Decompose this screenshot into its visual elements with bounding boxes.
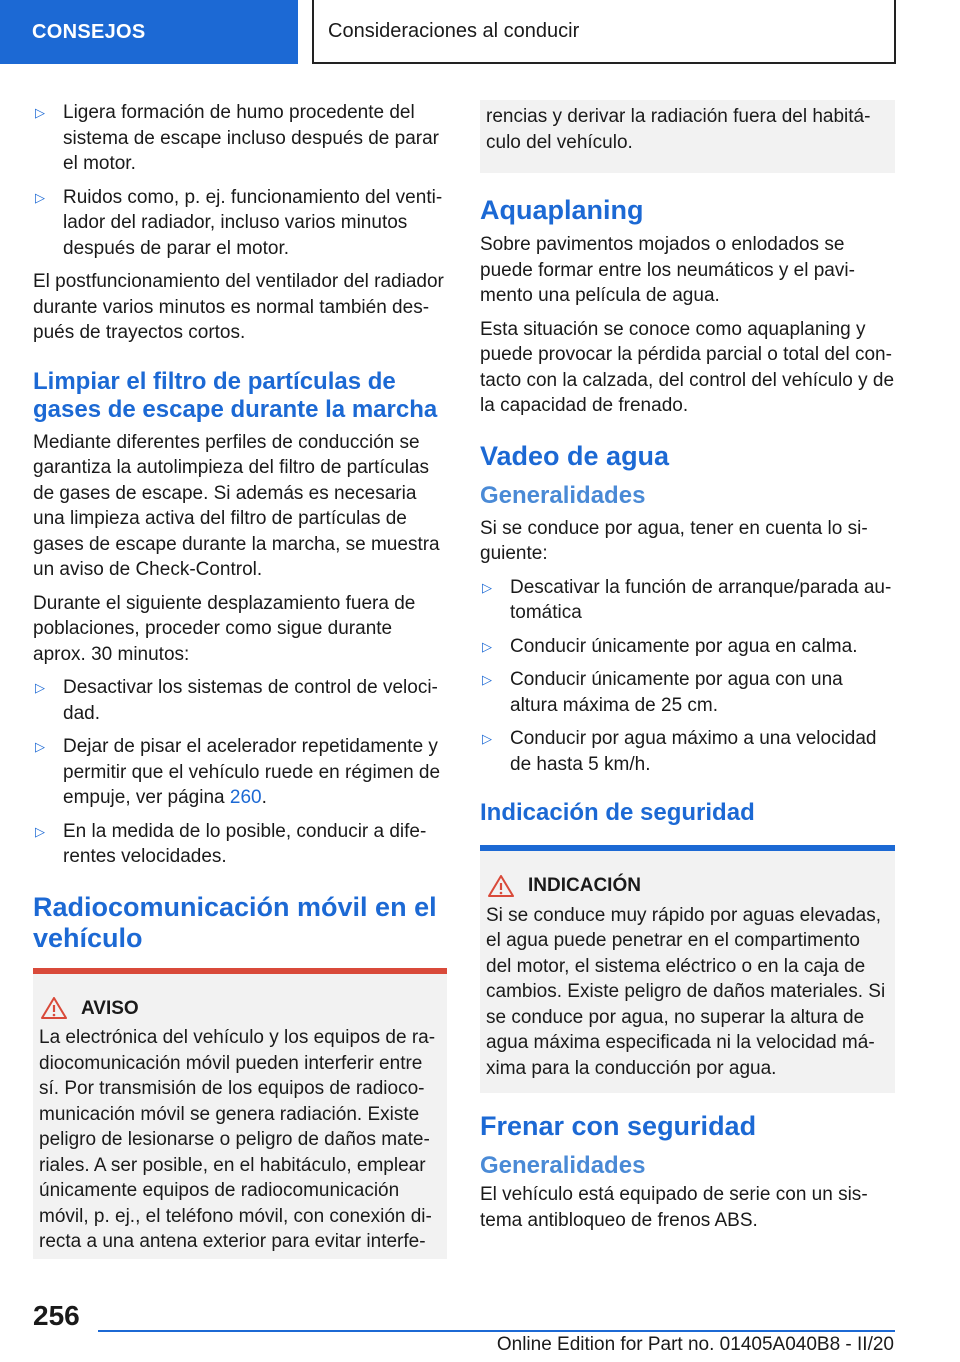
triangle-bullet-icon: ▷ (35, 189, 45, 205)
paragraph: Durante el siguiente desplazamiento fuera de poblaciones, proceder como sigue durante aprox. 30 minutos: (33, 592, 416, 665)
footer-edition: Online Edition for Part no. 01405A040B8 - II/20 (496, 1334, 894, 1355)
chapter-heading: Frenar con seguridad (480, 1111, 757, 1141)
chapter-heading: Radiocomunicación móvil en el vehículo (33, 891, 437, 953)
subsection-heading: Generalidades (480, 481, 646, 509)
section-tab: CONSEJOS (0, 0, 298, 64)
section-heading: Indicación de seguridad (480, 799, 755, 826)
list-item: ▷ Conducir por agua máximo a una velocidad de hasta 5 km/h. (480, 726, 895, 777)
triangle-bullet-icon: ▷ (35, 739, 45, 754)
notice-text: Si se conduce muy rápido por aguas elevadas, el agua puede penetrar en el compartimento del motor, el sistema eléctrico o en la caja de cambios. Existe peligro de daños materiales. Si se conduce por agua, no superar la altura de agua máxima especificada ni la velocidad máxima para la conducción por agua. (486, 904, 886, 1079)
chapter-title: Consideraciones al conducir (312, 0, 896, 64)
page-number: 256 (33, 1300, 80, 1331)
section-heading: Limpiar el filtro de partículas de gases de escape durante la marcha (33, 367, 438, 423)
list-item: ▷ Dejar de pisar el acelerador repetidamente y permitir que el vehículo ruede en régimen de empuje, ver página 260. (33, 734, 447, 811)
chapter-heading: Aquaplaning (480, 195, 644, 225)
right-column (480, 100, 895, 1241)
notice-title: INDICACIÓN (528, 875, 641, 896)
triangle-bullet-icon: ▷ (35, 105, 45, 120)
triangle-bullet-icon: ▷ (482, 731, 492, 746)
paragraph: Mediante diferentes perfiles de conducción se garantiza la autolimpieza del filtro de partículas de gases de escape. Si además es necesaria una limpieza activa del filtro de partículas de gases de escape durante la marcha, se muestra un aviso de Check-Control. (33, 431, 440, 580)
paragraph: Sobre pavimentos mojados o enlodados se puede formar entre los neumáticos y el pavimento una película de agua. (480, 234, 855, 306)
warning-title: AVISO (81, 997, 139, 1019)
triangle-bullet-icon: ▷ (35, 680, 45, 695)
footer-divider (98, 1330, 895, 1332)
warning-triangle-icon (41, 997, 67, 1019)
paragraph: El postfuncionamiento del ventilador del radiador durante varios minutos es normal también después de trayectos cortos. (33, 271, 444, 343)
triangle-bullet-icon: ▷ (482, 579, 492, 595)
triangle-bullet-icon: ▷ (482, 672, 492, 687)
page-header (0, 0, 960, 66)
left-column (33, 100, 447, 1259)
paragraph: Esta situación se conoce como aquaplaning y puede provocar la pérdida parcial o total del contacto con la calzada, del control del vehículo y de la capacidad de frenado. (480, 318, 895, 416)
subsection-heading: Generalidades (480, 1152, 646, 1179)
list-item: ▷ Ligera formación de humo procedente del sistema de escape incluso después de parar el motor. (33, 100, 447, 177)
warning-box (33, 968, 447, 1259)
notice-box (480, 845, 895, 1093)
list-item: ▷ Conducir únicamente por agua en calma. (480, 634, 895, 660)
chapter-heading: Vadeo de agua (480, 440, 670, 471)
list-item: ▷ Descativar la función de arranque/parada automática (480, 575, 895, 626)
warning-text: La electrónica del vehículo y los equipos de radiocomunicación móvil pueden interferir entre sí. Por transmisión de los equipos de radiocomunicación móvil se genera radiación. Existe peligro de lesionarse o peligro de daños materiales. A ser posible, en el habitáculo, emplear únicamente equipos de radiocomunicación móvil, p. ej., el teléfono móvil, con conexión directa a una antena exterior para evitar interfe- (39, 1027, 436, 1252)
warning-triangle-icon (488, 875, 514, 897)
list-item: ▷ Desactivar los sistemas de control de velocidad. (33, 675, 447, 726)
list-item: ▷ Conducir únicamente por agua con una altura máxima de 25 cm. (480, 667, 895, 718)
list-item: ▷ Ruidos como, p. ej. funcionamiento del ventilador del radiador, incluso varios minutos después de parar el motor. (33, 185, 447, 262)
list-item: ▷ En la medida de lo posible, conducir a diferentes velocidades. (33, 819, 447, 870)
triangle-bullet-icon: ▷ (482, 638, 492, 654)
paragraph: El vehículo está equipado de serie con un sistema antibloqueo de frenos ABS. (480, 1184, 868, 1231)
warning-box-continued: rencias y derivar la radiación fuera del habitáculo del vehículo. (480, 100, 895, 173)
paragraph: Si se conduce por agua, tener en cuenta lo siguiente: (480, 517, 868, 564)
triangle-bullet-icon: ▷ (35, 823, 45, 839)
page-link[interactable]: 260 (229, 787, 262, 808)
